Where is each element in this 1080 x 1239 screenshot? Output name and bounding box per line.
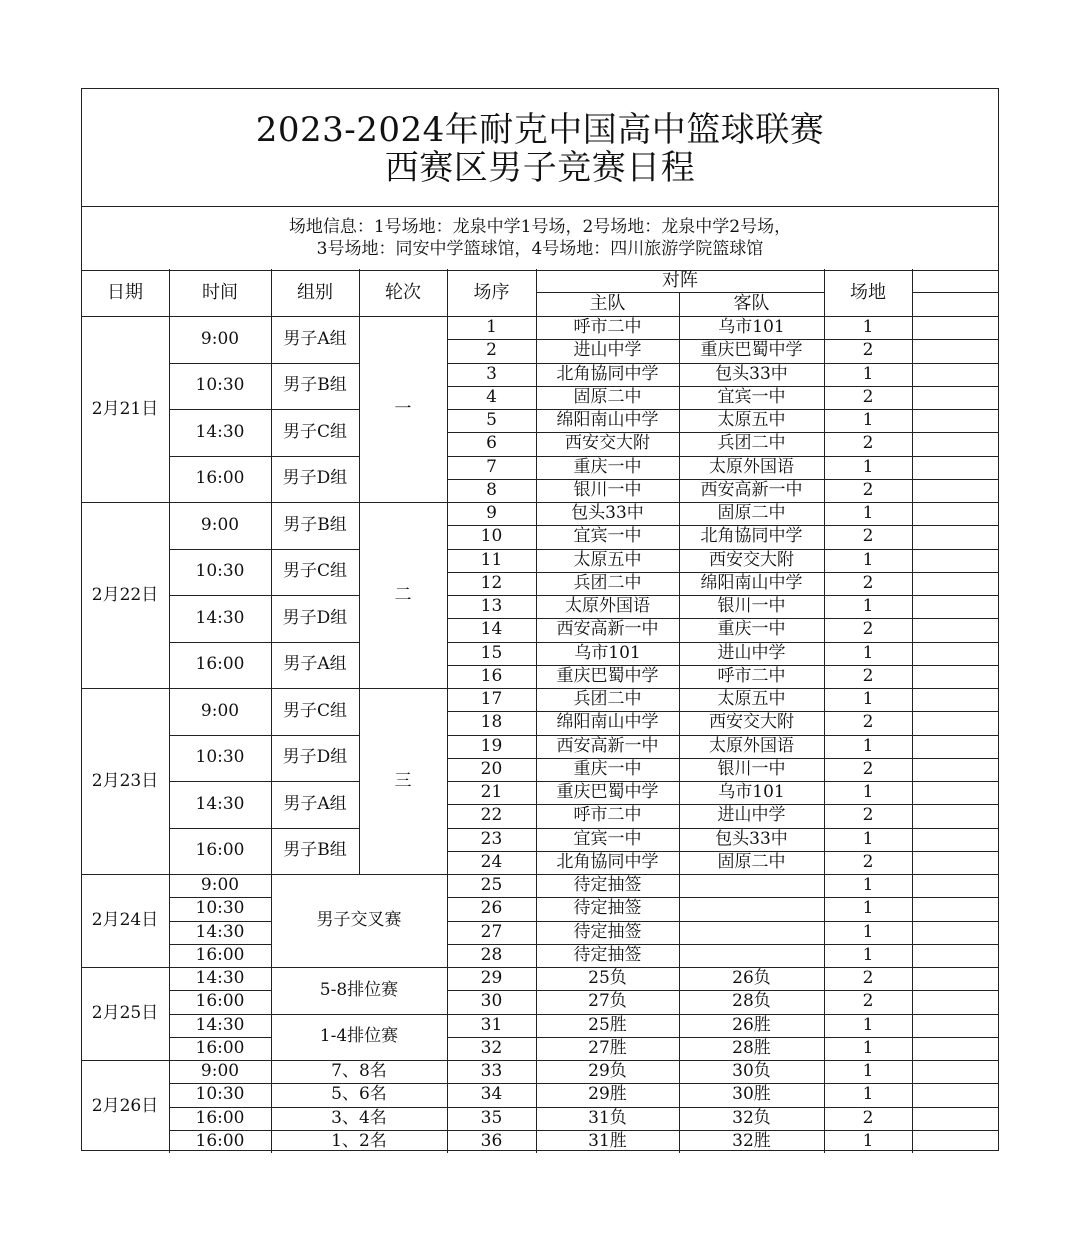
away-team-cell: 包头33中 — [715, 828, 788, 849]
stage-label-cell: 1、2名 — [331, 1130, 387, 1151]
col-line — [447, 269, 448, 1153]
date-cell: 2月24日 — [91, 910, 159, 930]
home-team-cell: 兵团二中 — [573, 689, 642, 710]
match-no-cell: 6 — [486, 433, 497, 454]
header-round: 轮次 — [385, 281, 421, 303]
away-team-cell: 银川一中 — [717, 596, 786, 617]
row-line — [447, 758, 999, 759]
away-team-cell: 银川一中 — [717, 758, 786, 779]
home-team-cell: 重庆巴蜀中学 — [556, 665, 659, 686]
group-cell: 男子B组 — [283, 840, 347, 861]
court-cell: 2 — [862, 665, 874, 686]
group-cell: 男子C组 — [282, 421, 347, 442]
away-team-cell: 32胜 — [732, 1130, 771, 1151]
away-team-cell: 绵阳南山中学 — [700, 572, 803, 593]
col-line — [271, 269, 272, 1153]
court-cell: 2 — [862, 1107, 874, 1128]
time-cell: 14:30 — [195, 793, 245, 814]
page-subtitle: 西赛区男子竞赛日程 — [384, 148, 696, 188]
row-line — [447, 386, 999, 387]
row-line — [447, 921, 999, 922]
court-cell: 1 — [862, 828, 874, 849]
stage-label-cell: 3、4名 — [331, 1107, 387, 1128]
court-cell: 1 — [862, 503, 874, 524]
home-team-cell: 太原五中 — [573, 549, 642, 570]
court-cell: 2 — [862, 851, 874, 872]
time-cell: 16:00 — [195, 991, 245, 1012]
row-line — [447, 549, 999, 550]
row-line — [447, 572, 999, 573]
court-cell: 2 — [862, 968, 874, 989]
away-team-cell: 西安交大附 — [709, 549, 794, 570]
match-no-cell: 21 — [480, 782, 503, 803]
home-team-cell: 29负 — [588, 1061, 627, 1082]
slot-line — [169, 781, 359, 782]
away-team-cell: 30胜 — [732, 1084, 771, 1105]
court-cell: 1 — [862, 1014, 874, 1035]
match-no-cell: 9 — [486, 503, 497, 524]
match-no-cell: 23 — [480, 828, 503, 849]
group-cell: 男子D组 — [282, 747, 348, 768]
row-line — [447, 479, 999, 480]
home-team-cell: 北角協同中学 — [556, 363, 659, 384]
match-no-cell: 1 — [486, 317, 497, 338]
time-line — [169, 1037, 271, 1038]
court-cell: 1 — [862, 1084, 874, 1105]
match-no-cell: 32 — [480, 1037, 503, 1058]
court-cell: 2 — [862, 386, 874, 407]
away-team-cell: 26负 — [732, 968, 771, 989]
away-team-cell: 宜宾一中 — [717, 386, 786, 407]
match-no-cell: 34 — [480, 1084, 503, 1105]
header-away: 客队 — [733, 293, 770, 314]
col-line — [536, 269, 537, 1153]
away-team-cell: 乌市101 — [718, 317, 785, 338]
home-team-cell: 西安高新一中 — [556, 735, 659, 756]
time-line — [169, 1014, 271, 1015]
group-cell: 男子C组 — [282, 561, 347, 582]
match-no-cell: 26 — [480, 898, 503, 919]
row-line — [447, 1083, 999, 1084]
home-team-cell: 西安交大附 — [565, 433, 650, 454]
row-line — [447, 1107, 999, 1108]
home-team-cell: 北角協同中学 — [556, 851, 659, 872]
court-cell: 1 — [862, 410, 874, 431]
header-group: 组别 — [297, 281, 333, 303]
home-team-cell: 太原外国语 — [565, 596, 650, 617]
away-team-cell: 西安交大附 — [709, 712, 794, 733]
header-split-line — [912, 292, 999, 293]
stage-line — [271, 1130, 447, 1131]
away-team-cell: 太原外国语 — [709, 456, 794, 477]
court-cell: 1 — [862, 735, 874, 756]
time-cell: 16:00 — [195, 1130, 245, 1151]
away-team-cell: 固原二中 — [717, 851, 786, 872]
time-line — [169, 1083, 271, 1084]
match-no-cell: 20 — [480, 758, 503, 779]
home-team-cell: 待定抽签 — [573, 944, 642, 965]
match-no-cell: 10 — [480, 526, 503, 547]
home-team-cell: 25负 — [588, 968, 627, 989]
header-match-no: 场序 — [473, 281, 510, 303]
row-line — [447, 1037, 999, 1038]
stage-line — [271, 1083, 447, 1084]
home-team-cell: 待定抽签 — [573, 898, 642, 919]
time-cell: 9:00 — [200, 875, 240, 896]
match-no-cell: 15 — [480, 642, 503, 663]
home-team-cell: 呼市二中 — [573, 317, 642, 338]
slot-line — [169, 642, 359, 643]
group-cell: 男子A组 — [283, 793, 347, 814]
court-cell: 1 — [862, 1061, 874, 1082]
court-cell: 1 — [862, 596, 874, 617]
court-cell: 2 — [862, 805, 874, 826]
group-cell: 男子C组 — [282, 700, 347, 721]
match-no-cell: 14 — [480, 619, 503, 640]
time-cell: 14:30 — [195, 921, 245, 942]
away-team-cell: 进山中学 — [717, 642, 786, 663]
away-team-cell — [679, 897, 824, 920]
court-cell: 1 — [862, 782, 874, 803]
court-cell: 2 — [862, 526, 874, 547]
row-line — [447, 944, 999, 945]
away-team-cell: 包头33中 — [715, 363, 788, 384]
row-line — [447, 363, 999, 364]
time-line — [169, 1107, 271, 1108]
time-cell: 9:00 — [200, 1061, 240, 1082]
time-cell: 16:00 — [195, 1037, 245, 1058]
round-cell: 一 — [394, 398, 412, 419]
group-cell: 男子D组 — [282, 607, 348, 628]
header-time: 时间 — [202, 281, 238, 303]
court-cell: 1 — [862, 549, 874, 570]
col-line — [912, 269, 913, 1153]
away-team-cell: 28负 — [732, 991, 771, 1012]
group-cell: 男子B组 — [283, 514, 347, 535]
stage-label-cell: 5-8排位赛 — [319, 979, 399, 1000]
date-cell: 2月26日 — [91, 1096, 159, 1116]
court-cell: 2 — [862, 991, 874, 1012]
away-team-cell: 太原外国语 — [709, 735, 794, 756]
home-team-cell: 25胜 — [588, 1014, 627, 1035]
match-no-cell: 19 — [480, 735, 503, 756]
away-team-cell: 太原五中 — [717, 689, 786, 710]
home-team-cell: 27负 — [588, 991, 627, 1012]
home-team-cell: 重庆一中 — [573, 758, 642, 779]
home-team-cell: 待定抽签 — [573, 875, 642, 896]
header-date: 日期 — [107, 281, 143, 303]
row-line — [447, 1130, 999, 1131]
slot-line — [169, 828, 359, 829]
court-cell: 1 — [862, 944, 874, 965]
home-team-cell: 乌市101 — [574, 642, 641, 663]
time-cell: 9:00 — [200, 328, 240, 349]
date-cell: 2月21日 — [91, 398, 159, 419]
match-no-cell: 4 — [486, 386, 497, 407]
stage-line — [271, 1014, 447, 1015]
match-no-cell: 5 — [486, 410, 497, 431]
row-line — [447, 456, 999, 457]
court-cell: 1 — [862, 363, 874, 384]
row-line — [447, 897, 999, 898]
match-no-cell: 31 — [480, 1014, 503, 1035]
stage-label-cell: 5、6名 — [331, 1084, 387, 1105]
match-no-cell: 3 — [486, 363, 497, 384]
group-cell: 男子B组 — [283, 375, 347, 396]
away-team-cell: 重庆巴蜀中学 — [700, 340, 803, 361]
home-team-cell: 进山中学 — [573, 340, 642, 361]
time-cell: 10:30 — [195, 747, 245, 768]
group-cell: 男子D组 — [282, 468, 348, 489]
home-team-cell: 兵团二中 — [573, 572, 642, 593]
row-line — [447, 595, 999, 596]
court-cell: 2 — [862, 479, 874, 500]
stage-label-cell: 男子交叉赛 — [316, 910, 402, 930]
match-no-cell: 17 — [480, 689, 503, 710]
row-line — [447, 804, 999, 805]
time-cell: 16:00 — [195, 468, 245, 489]
col-line — [359, 269, 360, 874]
time-line — [169, 944, 271, 945]
row-line — [447, 851, 999, 852]
match-no-cell: 7 — [486, 456, 497, 477]
away-team-cell: 兵团二中 — [717, 433, 786, 454]
court-cell: 1 — [862, 921, 874, 942]
home-team-cell: 29胜 — [588, 1084, 627, 1105]
match-no-cell: 28 — [480, 944, 503, 965]
match-no-cell: 35 — [480, 1107, 503, 1128]
match-no-cell: 30 — [480, 991, 503, 1012]
away-team-cell: 进山中学 — [717, 805, 786, 826]
away-team-cell: 28胜 — [732, 1037, 771, 1058]
stage-label-cell: 1-4排位赛 — [319, 1026, 399, 1047]
match-no-cell: 24 — [480, 851, 503, 872]
row-line — [447, 409, 999, 410]
court-cell: 1 — [862, 317, 874, 338]
group-cell: 男子A组 — [283, 654, 347, 675]
col-line — [169, 269, 170, 1153]
court-cell: 2 — [862, 572, 874, 593]
away-team-cell: 呼市二中 — [717, 665, 786, 686]
away-team-cell: 30负 — [732, 1061, 771, 1082]
time-line — [169, 897, 271, 898]
home-team-cell: 宜宾一中 — [573, 828, 642, 849]
away-team-cell: 重庆一中 — [717, 619, 786, 640]
row-line — [447, 339, 999, 340]
row-line — [447, 828, 999, 829]
home-team-cell: 包头33中 — [571, 503, 644, 524]
match-no-cell: 11 — [480, 549, 503, 570]
venue-info-line-1: 场地信息：1号场地：龙泉中学1号场，2号场地：龙泉中学2号场， — [288, 217, 792, 237]
date-cell: 2月25日 — [91, 1003, 159, 1023]
match-no-cell: 2 — [486, 340, 497, 361]
time-cell: 10:30 — [195, 898, 245, 919]
header-split-line — [536, 292, 824, 293]
time-cell: 16:00 — [195, 944, 245, 965]
page-title: 2023-2024年耐克中国高中篮球联赛 — [255, 110, 825, 150]
stage-label-cell: 7、8名 — [331, 1061, 387, 1082]
home-team-cell: 绵阳南山中学 — [556, 410, 659, 431]
court-cell: 1 — [862, 456, 874, 477]
slot-line — [169, 363, 359, 364]
row-line — [447, 665, 999, 666]
row-line — [447, 990, 999, 991]
row-line — [447, 735, 999, 736]
home-team-cell: 西安高新一中 — [556, 619, 659, 640]
court-cell: 2 — [862, 619, 874, 640]
court-cell: 1 — [862, 1130, 874, 1151]
schedule-table — [81, 0, 999, 1239]
home-team-cell: 31负 — [588, 1107, 627, 1128]
time-cell: 10:30 — [195, 561, 245, 582]
match-no-cell: 29 — [480, 968, 503, 989]
match-no-cell: 8 — [486, 479, 497, 500]
row-line — [447, 781, 999, 782]
away-team-cell: 太原五中 — [717, 410, 786, 431]
home-team-cell: 重庆巴蜀中学 — [556, 782, 659, 803]
time-cell: 10:30 — [195, 1084, 245, 1105]
away-team-cell: 乌市101 — [718, 782, 785, 803]
away-team-cell — [679, 874, 824, 897]
home-team-cell: 固原二中 — [573, 386, 642, 407]
stage-line — [271, 1107, 447, 1108]
time-cell: 14:30 — [195, 1014, 245, 1035]
away-team-cell — [679, 944, 824, 967]
court-cell: 1 — [862, 642, 874, 663]
court-cell: 2 — [862, 758, 874, 779]
time-cell: 14:30 — [195, 607, 245, 628]
home-team-cell: 待定抽签 — [573, 921, 642, 942]
home-team-cell: 27胜 — [588, 1037, 627, 1058]
time-cell: 16:00 — [195, 1107, 245, 1128]
away-team-cell: 26胜 — [732, 1014, 771, 1035]
away-team-cell: 32负 — [732, 1107, 771, 1128]
court-cell: 2 — [862, 712, 874, 733]
slot-line — [169, 409, 359, 410]
home-team-cell: 重庆一中 — [573, 456, 642, 477]
time-cell: 10:30 — [195, 375, 245, 396]
time-cell: 9:00 — [200, 514, 240, 535]
match-no-cell: 12 — [480, 572, 503, 593]
row-line — [447, 711, 999, 712]
slot-line — [169, 735, 359, 736]
court-cell: 1 — [862, 898, 874, 919]
home-team-cell: 绵阳南山中学 — [556, 712, 659, 733]
time-line — [169, 990, 271, 991]
court-cell: 1 — [862, 689, 874, 710]
time-cell: 16:00 — [195, 654, 245, 675]
home-team-cell: 31胜 — [588, 1130, 627, 1151]
match-no-cell: 33 — [480, 1061, 503, 1082]
match-no-cell: 36 — [480, 1130, 503, 1151]
slot-line — [169, 549, 359, 550]
court-cell: 2 — [862, 340, 874, 361]
court-cell: 1 — [862, 1037, 874, 1058]
round-cell: 三 — [394, 770, 412, 791]
venue-info-line-2: 3号场地：同安中学篮球馆，4号场地：四川旅游学院篮球馆 — [316, 239, 764, 259]
away-team-cell: 西安高新一中 — [700, 479, 803, 500]
col-line — [824, 269, 825, 1153]
row-line — [447, 642, 999, 643]
row-line — [447, 618, 999, 619]
time-cell: 14:30 — [195, 421, 245, 442]
time-cell: 14:30 — [195, 968, 245, 989]
header-court: 场地 — [850, 281, 886, 303]
header-home: 主队 — [589, 293, 626, 314]
court-cell: 1 — [862, 875, 874, 896]
col-line — [679, 292, 680, 1153]
court-cell: 2 — [862, 433, 874, 454]
time-cell: 16:00 — [195, 840, 245, 861]
group-cell: 男子A组 — [283, 328, 347, 349]
slot-line — [169, 456, 359, 457]
row-line — [447, 432, 999, 433]
slot-line — [169, 595, 359, 596]
home-team-cell: 呼市二中 — [573, 805, 642, 826]
header-matchup: 对阵 — [662, 269, 698, 291]
match-no-cell: 13 — [480, 596, 503, 617]
time-line — [169, 921, 271, 922]
time-line — [169, 1130, 271, 1131]
home-team-cell: 银川一中 — [573, 479, 642, 500]
row-line — [447, 1014, 999, 1015]
date-cell: 2月22日 — [91, 584, 159, 605]
date-cell: 2月23日 — [91, 770, 159, 791]
match-no-cell: 27 — [480, 921, 503, 942]
away-team-cell: 北角協同中学 — [700, 526, 803, 547]
home-team-cell: 宜宾一中 — [573, 526, 642, 547]
away-team-cell — [679, 921, 824, 944]
row-line — [447, 525, 999, 526]
match-no-cell: 25 — [480, 875, 503, 896]
away-team-cell: 固原二中 — [717, 503, 786, 524]
time-cell: 9:00 — [200, 700, 240, 721]
match-no-cell: 22 — [480, 805, 503, 826]
match-no-cell: 18 — [480, 712, 503, 733]
match-no-cell: 16 — [480, 665, 503, 686]
round-cell: 二 — [394, 584, 412, 605]
